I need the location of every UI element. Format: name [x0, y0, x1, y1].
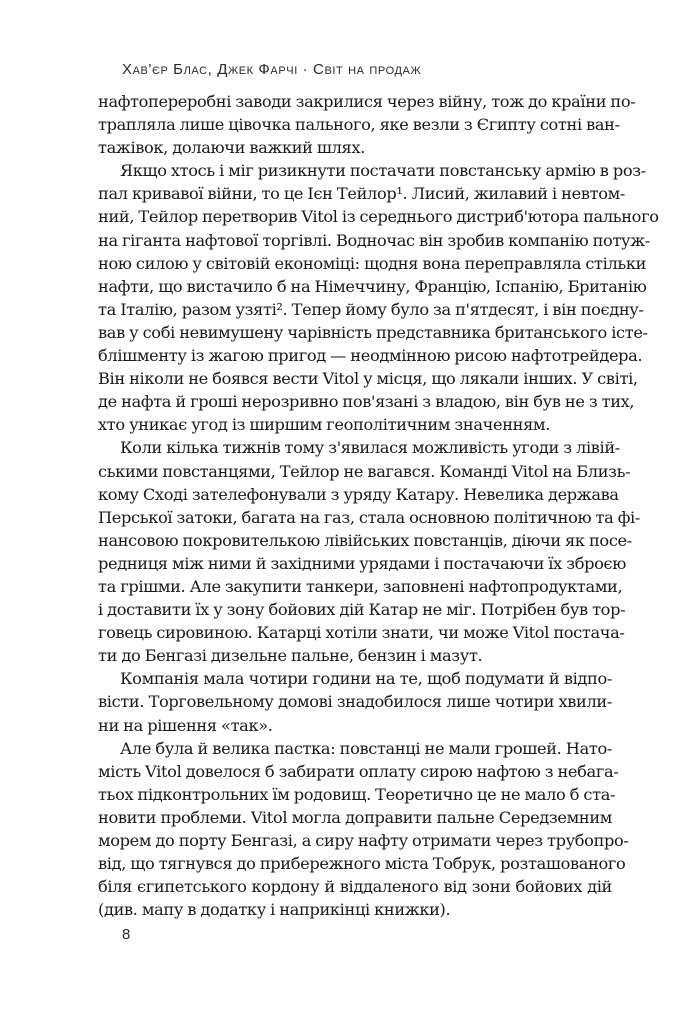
- text-line: ною силою у світовій економіці: щодня вона переправляла стільки: [98, 253, 647, 273]
- text-line: редниця між ними й західними урядами і постачаючи їх зброєю: [98, 553, 626, 573]
- text-line: від, що тягнувся до прибережного міста Тобрук, розташованого: [98, 854, 626, 874]
- text-line: ний, Тейлор перетворив Vitol із середнього дистриб'ютора пального: [98, 207, 659, 227]
- text-line: Компанія мала чотири години на те, щоб подумати й відпо-: [120, 669, 612, 689]
- text-line: та Італію, разом узяті². Тепер йому було за п'ятдесят, і він поєдну-: [98, 299, 644, 319]
- text-line: нансовою покровителькою лівійських повстанців, діючи як посе-: [98, 530, 632, 550]
- text-line: вісти. Торговельному домові знадобилося лише чотири хвили-: [98, 692, 612, 712]
- text-line: новити проблеми. Vitol могла доправити пальне Середземним: [98, 807, 612, 827]
- text-line: мість Vitol довелося б забирати оплату сирою нафтою з небага-: [98, 761, 619, 781]
- text-line: кому Сході зателефонували з уряду Катару. Невелика держава: [98, 484, 619, 504]
- paragraph: [98, 159, 659, 436]
- text-line: Коли кілька тижнів тому з'явилася можливість угоди з лівій-: [120, 438, 620, 458]
- paragraph: [98, 667, 612, 736]
- text-line: та грішми. Але закупити танкери, заповнені нафтопродуктами,: [98, 576, 623, 596]
- text-line: трапляла лише цівочка пального, яке везли з Єгипту сотні ван-: [98, 115, 620, 135]
- paragraph: [98, 90, 636, 159]
- text-line: нафтопереробні заводи закрилися через війну, тож до країни по-: [98, 92, 636, 111]
- text-line: ськими повстанцями, Тейлор не вагався. Команді Vitol на Близь-: [98, 461, 631, 481]
- text-line: пал кривавої війни, то це Ієн Тейлор¹. Лисий, жилавий і невтом-: [98, 184, 625, 204]
- text-line: тьох підконтрольних їм родовищ. Теоретично це не мало б ста-: [98, 784, 616, 804]
- text-line: вав у собі невимушену чарівність представника британського істе-: [98, 322, 648, 342]
- text-line: (див. мапу в додатку і наприкінці книжки).: [98, 900, 451, 920]
- text-line: Перської затоки, багата на газ, стала основною політичною та фі-: [98, 507, 640, 527]
- text-line: хто уникає угод із ширшим геополітичним значенням.: [98, 415, 550, 435]
- paragraph: [98, 737, 629, 922]
- running-header: Хав'єр Блас, Джек Фарчі · Світ на продаж: [122, 61, 422, 78]
- text-line: біля єгипетського кордону й віддаленого від зони бойових дій: [98, 877, 612, 897]
- text-line: і доставити їх у зону бойових дій Катар не міг. Потрібен був тор-: [98, 600, 626, 620]
- text-line: морем до порту Бенгазі, а сиру нафту отримати через трубопро-: [98, 831, 629, 850]
- text-line: тажівок, долаючи важкий шлях.: [98, 138, 365, 158]
- text-line: нафти, що вистачило б на Німеччину, Францію, Іспанію, Британію: [98, 276, 647, 296]
- text-line: говець сировиною. Катарці хотіли знати, чи може Vitol постача-: [98, 623, 625, 643]
- text-line: де нафта й гроші нерозривно пов'язані з владою, він був не з тих,: [98, 392, 635, 412]
- paragraph: [98, 436, 640, 667]
- body-text: [98, 90, 659, 921]
- text-line: ни на рішення «так».: [98, 715, 273, 735]
- text-line: Але була й велика пастка: повстанці не мали грошей. Нато-: [120, 738, 612, 758]
- text-line: Він ніколи не боявся вести Vitol у місця, що лякали інших. У світі,: [98, 369, 638, 389]
- page-number: 8: [122, 926, 131, 943]
- text-line: ти до Бенгазі дизельне пальне, бензин і мазут.: [98, 646, 483, 666]
- text-line: на гіганта нафтової торгівлі. Водночас він зробив компанію потуж-: [98, 230, 650, 250]
- text-line: блішменту із жагою пригод — неодмінною рисою нафтотрейдера.: [98, 346, 643, 366]
- text-line: Якщо хтось і міг ризикнути постачати повстанську армію в роз-: [120, 161, 646, 181]
